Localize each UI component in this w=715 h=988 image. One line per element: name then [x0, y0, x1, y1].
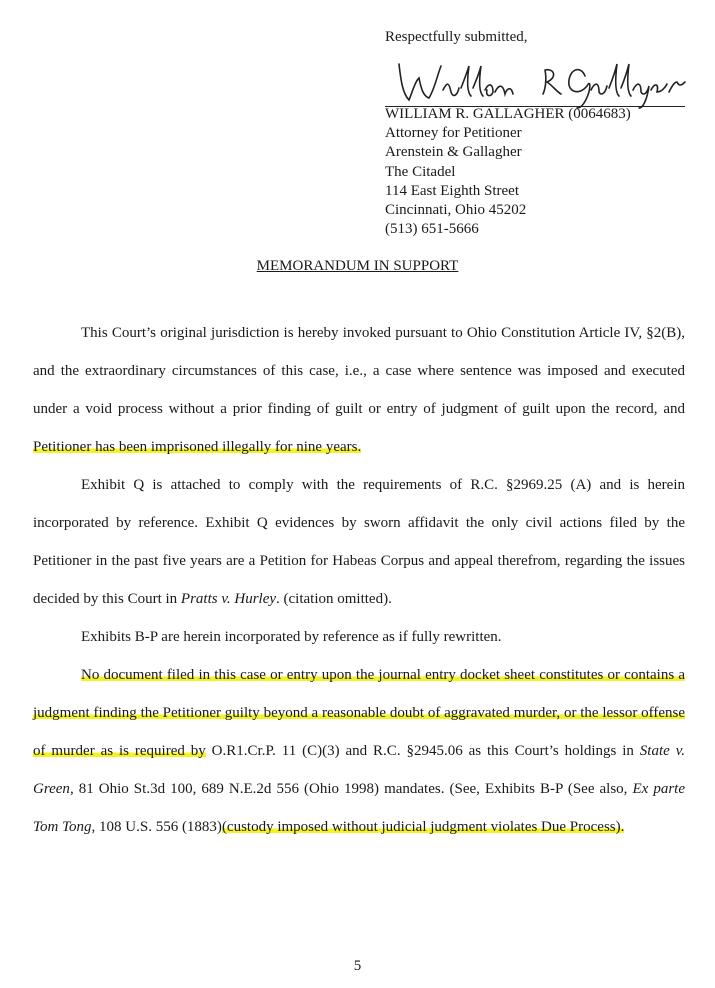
paragraph-exhibit-q	[33, 466, 685, 618]
case-citation: Pratts v. Hurley	[180, 591, 277, 607]
paragraph-text: Exhibit Q is attached to comply with the requirements of R.C. §2969.25 (A) and is herein incorporated by reference. Exhibit Q evidences by sworn affidavit the only civil actions filed by the Petitioner in the past five years are a Petition for Habeas Corpus and appeal therefrom, regarding the issues decided by this Court in	[33, 477, 685, 607]
highlighted-text: (custody imposed without judicial judgment violates Due Process).	[221, 819, 625, 835]
paragraph-no-judgment	[33, 656, 685, 846]
paragraph-text: Exhibits B-P are herein incorporated by reference as if fully rewritten.	[81, 629, 502, 645]
paragraph-text: O.R1.Cr.P. 11 (C)(3) and R.C. §2945.06 as this Court’s holdings in	[205, 743, 640, 759]
highlighted-text: No document filed in this case or entry upon the journal entry docket sheet constitutes or contains a judgment finding the Petitioner guilty beyond a reasonable doubt of aggravated murder, or the lessor offense of murder as is required by	[33, 667, 685, 759]
case-citation: State v. Green	[33, 743, 685, 797]
attorney-city: Cincinnati, Ohio 45202	[385, 202, 527, 219]
attorney-firm: Arenstein & Gallagher	[385, 144, 522, 161]
attorney-building: The Citadel	[385, 163, 456, 180]
page-number: 5	[353, 958, 362, 974]
attorney-role: Attorney for Petitioner	[385, 125, 522, 142]
handwritten-signature	[385, 52, 705, 112]
attorney-block	[385, 105, 631, 239]
closing-text: Respectfully submitted,	[385, 29, 528, 45]
case-citation: Ex parte Tom Tong	[33, 781, 685, 835]
paragraph-text: This Court’s original jurisdiction is hereby invoked pursuant to Ohio Constitution Article IV, §2(B), and the extraordinary circumstances of this case, i.e., a case where sentence was imposed and executed under a void process without a prior finding of guilt or entry of judgment of guilt upon the record, and	[33, 325, 685, 417]
highlighted-text: Petitioner has been imprisoned illegally for nine years.	[33, 439, 362, 455]
paragraph-text: , 81 Ohio St.3d 100, 689 N.E.2d 556 (Ohio 1998) mandates. (See, Exhibits B-P (See also,	[69, 781, 633, 797]
attorney-name: WILLIAM R. GALLAGHER (0064683)	[385, 106, 631, 122]
paragraph-text: , 108 U.S. 556 (1883)	[91, 819, 222, 835]
section-heading: MEMORANDUM IN SUPPORT	[256, 258, 459, 274]
paragraph-jurisdiction	[33, 314, 685, 466]
attorney-phone: (513) 651-5666	[385, 221, 479, 238]
paragraph-exhibits-bp	[33, 618, 685, 656]
paragraph-text: . (citation omitted).	[276, 591, 392, 607]
attorney-street: 114 East Eighth Street	[385, 182, 520, 199]
memorandum-body	[33, 314, 685, 846]
